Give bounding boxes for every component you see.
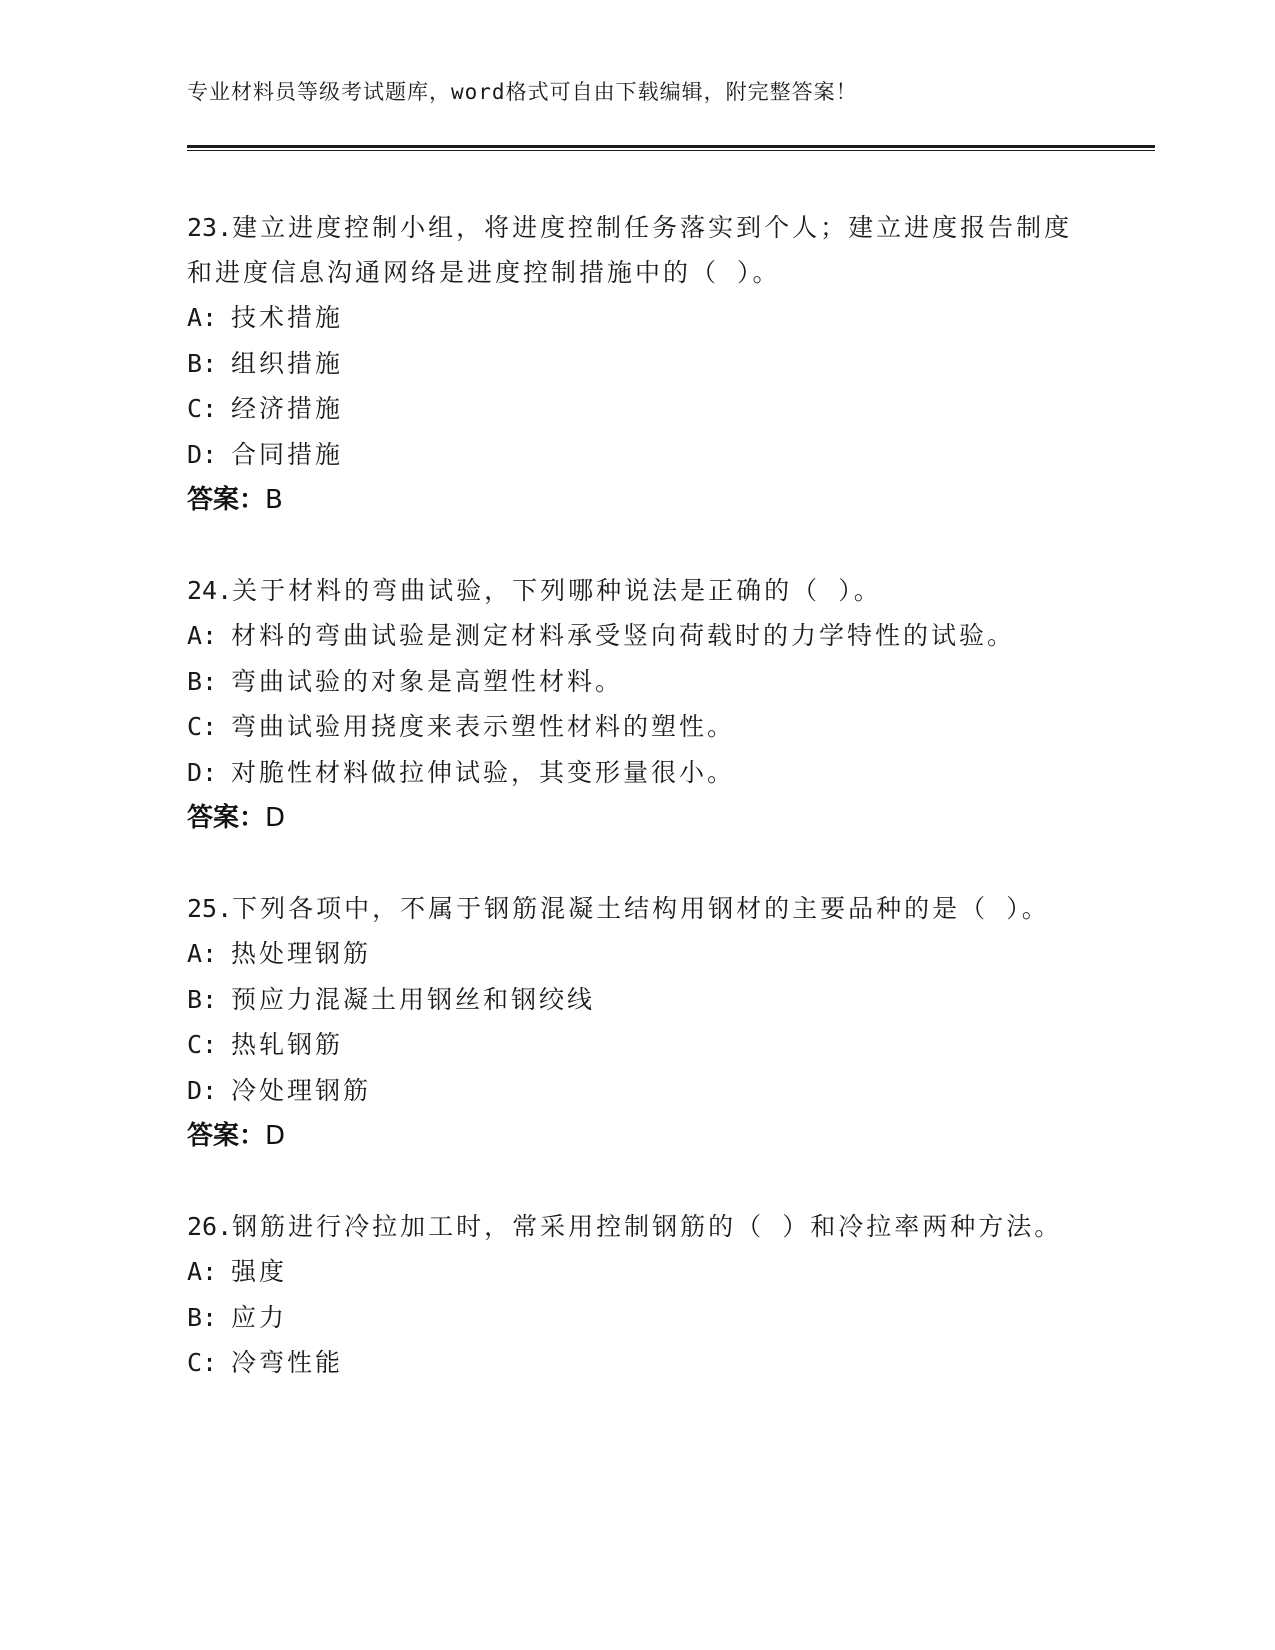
option-letter: C: bbox=[187, 394, 218, 423]
question-text: 建立进度控制小组，将进度控制任务落实到个人；建立进度报告制度和进度信息沟通网络是进度控制措施中的（ ）。 bbox=[187, 213, 1073, 287]
option-text: 热处理钢筋 bbox=[231, 939, 372, 968]
option-c bbox=[187, 704, 1087, 750]
answer-label: 答案： bbox=[187, 1121, 266, 1151]
option-text: 冷弯性能 bbox=[231, 1348, 344, 1377]
option-a bbox=[187, 931, 1087, 977]
option-letter: D: bbox=[187, 439, 218, 469]
option-text: 弯曲试验的对象是高塑性材料。 bbox=[231, 666, 624, 696]
option-b bbox=[187, 1295, 1087, 1341]
header-rule-thick bbox=[187, 145, 1155, 148]
option-d bbox=[187, 750, 1087, 796]
option-letter: B: bbox=[187, 666, 218, 696]
option-letter: A: bbox=[187, 303, 218, 332]
question-24 bbox=[187, 568, 1087, 841]
option-d bbox=[187, 432, 1087, 478]
question-text: 下列各项中，不属于钢筋混凝土结构用钢材的主要品种的是（ ）。 bbox=[232, 894, 1050, 923]
option-letter: C: bbox=[187, 1348, 218, 1377]
option-letter: A: bbox=[187, 1257, 218, 1286]
option-b bbox=[187, 659, 1087, 705]
page-header: 专业材料员等级考试题库，word格式可自由下载编辑，附完整答案！ bbox=[187, 80, 858, 104]
question-26 bbox=[187, 1204, 1087, 1386]
option-text: 合同措施 bbox=[231, 439, 344, 469]
option-letter: C: bbox=[187, 1030, 218, 1059]
option-letter: A: bbox=[187, 939, 218, 968]
question-number: 23. bbox=[187, 213, 233, 242]
option-text: 经济措施 bbox=[231, 394, 344, 423]
answer-line bbox=[187, 795, 1087, 841]
option-letter: C: bbox=[187, 712, 218, 741]
answer-value: D bbox=[265, 1121, 286, 1151]
option-c bbox=[187, 1340, 1087, 1386]
answer-line bbox=[187, 1113, 1087, 1159]
option-text: 强度 bbox=[231, 1257, 288, 1286]
question-number: 26. bbox=[187, 1212, 233, 1241]
option-a bbox=[187, 1249, 1087, 1295]
option-letter: B: bbox=[187, 984, 218, 1014]
option-letter: B: bbox=[187, 348, 218, 378]
option-b bbox=[187, 977, 1087, 1023]
answer-label: 答案： bbox=[187, 803, 266, 833]
answer-value: D bbox=[265, 803, 286, 833]
option-letter: D: bbox=[187, 1075, 218, 1105]
option-c bbox=[187, 1022, 1087, 1068]
question-number: 24. bbox=[187, 576, 233, 605]
question-number: 25. bbox=[187, 894, 233, 923]
option-text: 技术措施 bbox=[231, 303, 344, 332]
option-text: 预应力混凝土用钢丝和钢绞线 bbox=[231, 984, 596, 1014]
option-text: 对脆性材料做拉伸试验，其变形量很小。 bbox=[231, 757, 736, 787]
option-text: 弯曲试验用挠度来表示塑性材料的塑性。 bbox=[231, 712, 736, 741]
option-letter: D: bbox=[187, 757, 218, 787]
header-rule-thin bbox=[187, 150, 1155, 151]
question-list bbox=[187, 205, 1087, 1431]
question-stem bbox=[187, 1204, 1087, 1249]
question-stem bbox=[187, 886, 1087, 931]
question-23 bbox=[187, 205, 1087, 523]
option-text: 应力 bbox=[231, 1302, 288, 1332]
question-stem bbox=[187, 568, 1087, 613]
option-a bbox=[187, 613, 1087, 659]
answer-value: B bbox=[265, 485, 283, 515]
answer-line bbox=[187, 477, 1087, 523]
option-text: 材料的弯曲试验是测定材料承受竖向荷载时的力学特性的试验。 bbox=[231, 621, 1016, 650]
question-text: 关于材料的弯曲试验，下列哪种说法是正确的（ ）。 bbox=[232, 576, 882, 605]
question-25 bbox=[187, 886, 1087, 1159]
option-letter: A: bbox=[187, 621, 218, 650]
question-text: 钢筋进行冷拉加工时，常采用控制钢筋的（ ）和冷拉率两种方法。 bbox=[232, 1212, 1063, 1241]
option-letter: B: bbox=[187, 1302, 218, 1332]
question-stem bbox=[187, 205, 1087, 295]
option-text: 冷处理钢筋 bbox=[231, 1075, 372, 1105]
option-b bbox=[187, 341, 1087, 387]
option-d bbox=[187, 1068, 1087, 1114]
option-c bbox=[187, 386, 1087, 432]
answer-label: 答案： bbox=[187, 485, 266, 515]
option-a bbox=[187, 295, 1087, 341]
option-text: 热轧钢筋 bbox=[231, 1030, 344, 1059]
option-text: 组织措施 bbox=[231, 348, 344, 378]
